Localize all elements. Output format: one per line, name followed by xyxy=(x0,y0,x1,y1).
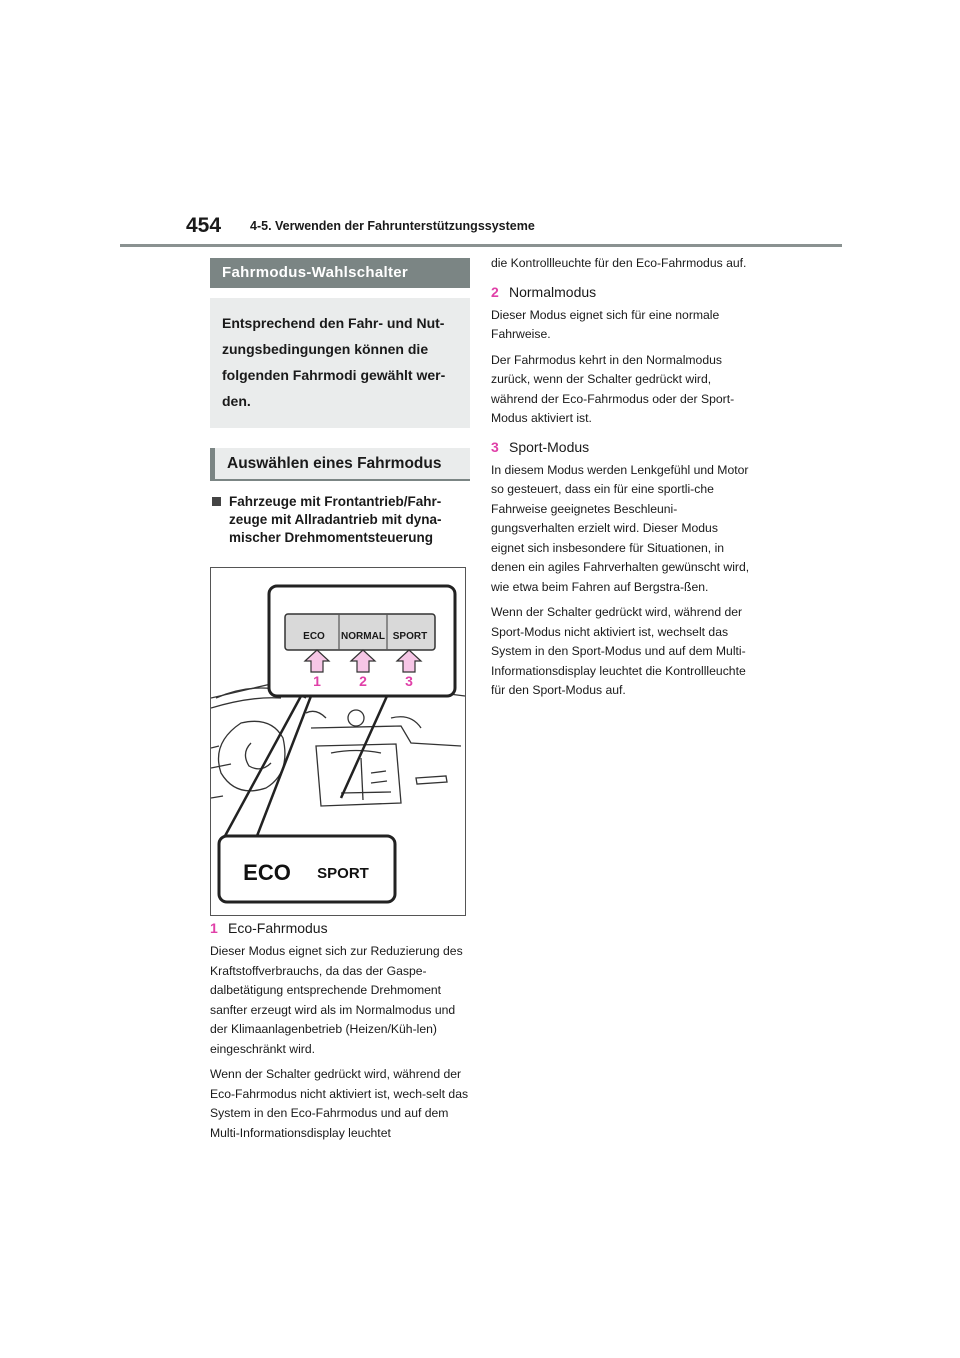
item-2-paragraph-1: Dieser Modus eignet sich für eine normale Fahrweise. xyxy=(491,307,720,341)
intro-box: Entsprechend den Fahr- und Nut-zungsbedingungen können die folgenden Fahrmodi gewählt wer-den. xyxy=(210,298,470,428)
drive-mode-figure xyxy=(210,567,466,916)
item-3-paragraph-1: In diesem Modus werden Lenkgefühl und Motor so gesteuert, dass ein für eine sportli-che Fahrweise geeignetes Beschleuni-gungsverhalten erzielt wird. Dieser Modus eignet sich insbesondere für Situationen, in denen ein agiles Fahrverhalten gewünscht wird, wie etwa beim Fahren auf Bergstra-ßen. xyxy=(491,462,750,594)
item-1-continuation: die Kontrollleuchte für den Eco-Fahrmodus auf. xyxy=(491,256,747,270)
subheading: Auswählen eines Fahrmodus xyxy=(210,448,470,481)
item-3-number: 3 xyxy=(491,438,499,455)
item-2-heading xyxy=(491,284,751,300)
indicator-eco: ECO xyxy=(243,860,291,885)
item-1-title: Eco-Fahrmodus xyxy=(228,920,328,936)
section-title: 4-5. Verwenden der Fahrunterstützungssysteme xyxy=(250,219,535,233)
item-1-number: 1 xyxy=(210,920,218,936)
callout-number-3: 3 xyxy=(405,673,413,689)
square-bullet-icon xyxy=(212,497,221,506)
switch-label-normal: NORMAL xyxy=(341,631,385,642)
item-2-number: 2 xyxy=(491,283,499,300)
section-band: Fahrmodus-Wahlschalter xyxy=(210,258,470,288)
right-column xyxy=(491,254,751,701)
item-1-paragraph-1: Dieser Modus eignet sich zur Reduzierung des Kraftstoffverbrauchs, da das der Gaspe-dalbetätigung entsprechende Drehmoment sanfter erzeugt wird als im Normalmodus und der Klimaanlagenbetrieb (Heizen/Küh-len) eingeschränkt wird. xyxy=(210,944,463,1056)
callout-number-1: 1 xyxy=(313,673,321,689)
header-rule xyxy=(120,244,842,247)
indicator-sport: SPORT xyxy=(317,865,369,882)
page-number: 454 xyxy=(186,214,222,237)
bullet-heading-text: Fahrzeuge mit Frontantrieb/Fahr-zeuge mit Allradantrieb mit dyna-mischer Drehmomentsteuerung xyxy=(229,494,442,545)
item-1-paragraph-2: Wenn der Schalter gedrückt wird, während der Eco-Fahrmodus nicht aktiviert ist, wech-selt das System in den Eco-Fahrmodus und auf dem Multi-Informationsdisplay leuchtet xyxy=(210,1067,469,1140)
switch-label-eco: ECO xyxy=(303,631,325,642)
item-1-heading xyxy=(210,920,470,936)
item-2-paragraph-2: Der Fahrmodus kehrt in den Normalmodus zurück, wenn der Schalter gedrückt wird, während der Eco-Fahrmodus oder der Sport-Modus aktiviert ist. xyxy=(491,352,735,425)
left-column xyxy=(210,258,470,1143)
callout-number-2: 2 xyxy=(359,673,367,689)
switch-label-sport: SPORT xyxy=(392,631,428,642)
dashboard-illustration xyxy=(211,568,465,915)
item-2-title: Normalmodus xyxy=(509,283,597,300)
item-3-heading xyxy=(491,439,751,455)
bullet-heading xyxy=(210,493,470,547)
item-3-title: Sport-Modus xyxy=(509,438,590,455)
item-3-paragraph-2: Wenn der Schalter gedrückt wird, während der Sport-Modus nicht aktiviert ist, wechselt das System in den Sport-Modus und auf dem Multi-Informationsdisplay leuchtet die Kontrollleuchte für den Sport-Modus auf. xyxy=(491,605,746,697)
